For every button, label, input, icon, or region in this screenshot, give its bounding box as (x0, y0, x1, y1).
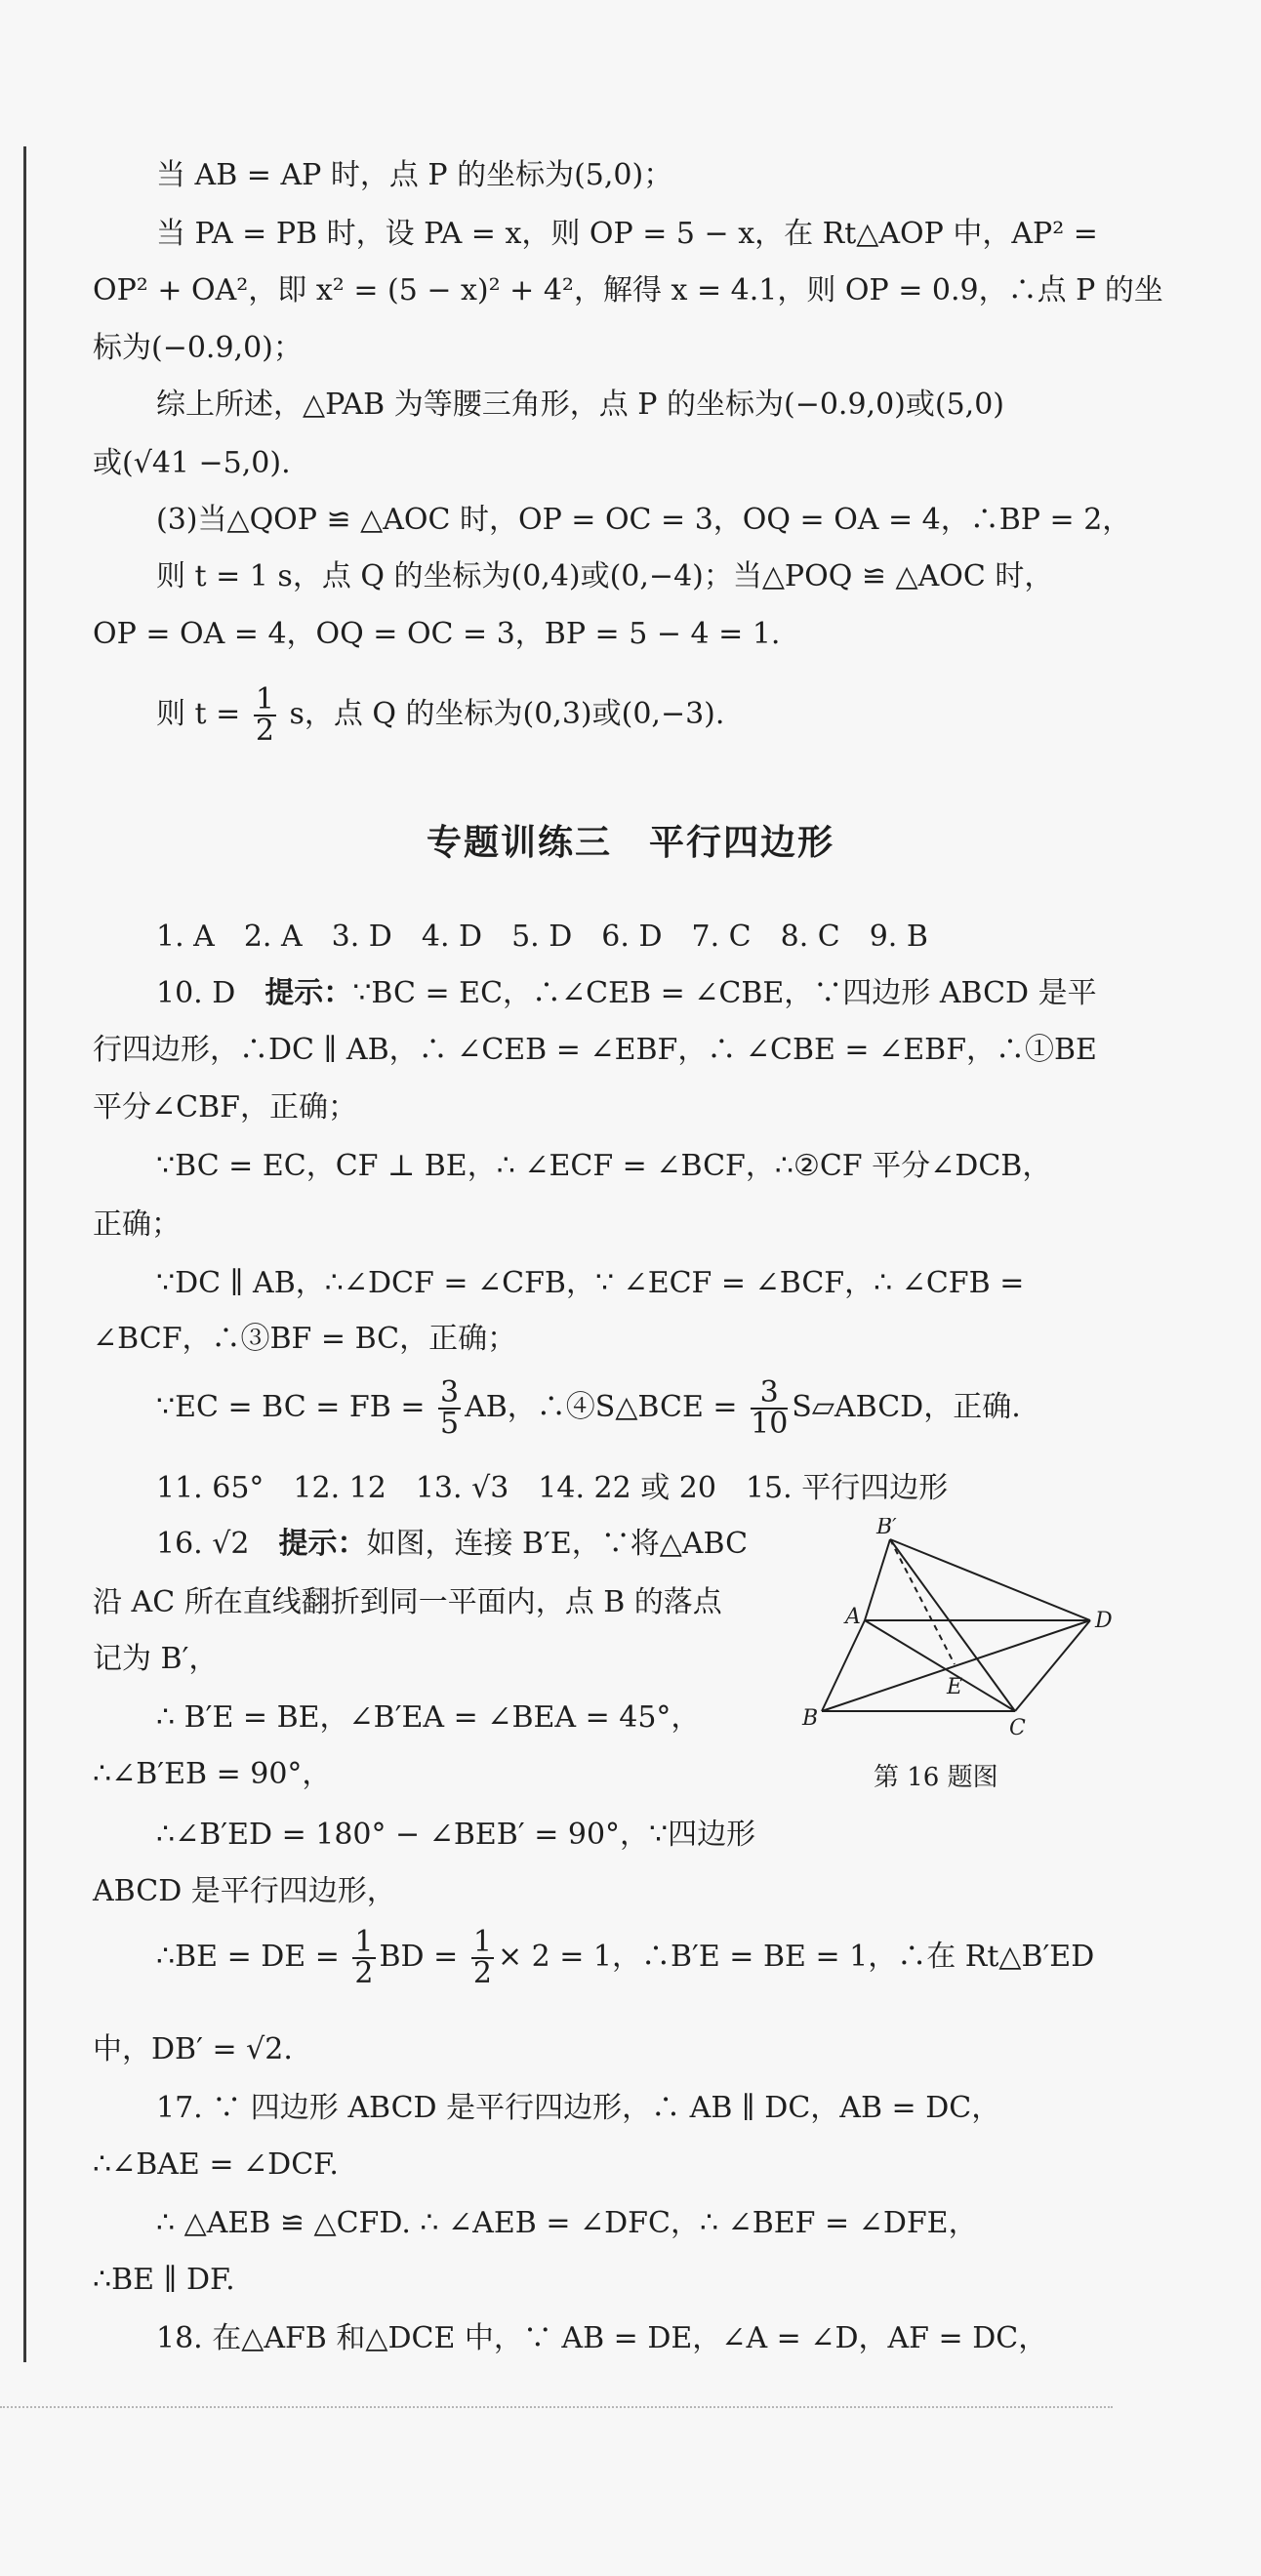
fraction-3-5: $\frac{3}{5}$ (440, 1375, 460, 1441)
q16-calc-pre: ∴BE = DE = (156, 1940, 340, 1974)
text-line: 17. ∵ 四边形 ABCD 是平行四边形，∴ AB ∥ DC，AB = DC， (156, 2091, 1001, 2125)
fraction-one-half: $\frac{1}{2}$ (255, 682, 274, 748)
text-line: ∴ B′E = BE，∠B′EA = ∠BEA = 45°， (156, 1700, 701, 1735)
q16-text: 如图，连接 B′E，∵将△ABC (366, 1527, 749, 1561)
text-line: ∵DC ∥ AB，∴∠DCF = ∠CFB，∵ ∠ECF = ∠BCF，∴ ∠CFB = (156, 1266, 1025, 1300)
text-line: 标为(−0.9,0)； (93, 331, 303, 365)
q10-number: 10. D (156, 976, 236, 1010)
text-line: 正确； (93, 1207, 181, 1242)
label-b-prime: B′ (876, 1518, 898, 1539)
q16-calc-post: × 2 = 1，∴B′E = BE = 1，∴在 Rt△B′ED (497, 1940, 1095, 1974)
q10-area-line (156, 1375, 1021, 1441)
segment-a-c (865, 1620, 1015, 1711)
t-half-after: s，点 Q 的坐标为(0,3)或(0,−3). (289, 697, 725, 731)
label-b: B (802, 1706, 819, 1731)
segment-a-b (822, 1620, 865, 1711)
q10-area-post: S▱ABCD，正确. (792, 1390, 1021, 1424)
fraction-1-2-b: $\frac{1}{2}$ (472, 1925, 492, 1990)
footer-dotted-line (0, 2406, 1113, 2408)
text-line: ∠BCF，∴③BF = BC，正确； (93, 1322, 517, 1356)
text-line: 记为 B′， (93, 1642, 219, 1676)
text-line: 沿 AC 所在直线翻折到同一平面内，点 B 的落点 (93, 1585, 722, 1619)
q16-line-1 (156, 1525, 748, 1564)
text-line: 1. A 2. A 3. D 4. D 5. D 6. D 7. C 8. C 9. B (156, 920, 928, 954)
label-e: E (947, 1675, 963, 1699)
text-line: 18. 在△AFB 和△DCE 中，∵ AB = DE，∠A = ∠D，AF = DC， (156, 2321, 1048, 2355)
left-margin-rule (23, 146, 26, 2362)
label-d: D (1095, 1609, 1113, 1633)
fraction-3-10: $\frac{3}{10}$ (751, 1375, 789, 1441)
q10-text: ∵BC = EC，∴∠CEB = ∠CBE，∵四边形 ABCD 是平 (352, 976, 1097, 1010)
text-line: ∴∠B′ED = 180° − ∠BEB′ = 90°，∵四边形 (156, 1818, 756, 1852)
text-line: 当 AB = AP 时，点 P 的坐标为(5,0)； (156, 158, 673, 192)
text-line: 11. 65° 12. 12 13. √3 14. 22 或 20 15. 平行四边形 (156, 1471, 949, 1505)
segment-bp-a (865, 1539, 890, 1620)
q16-number: 16. √2 (156, 1527, 250, 1561)
figure-caption: 第 16 题图 (874, 1763, 998, 1792)
fraction-1-2-a: $\frac{1}{2}$ (354, 1925, 374, 1990)
section-title: 专题训练三 平行四边形 (426, 823, 834, 863)
text-line: OP = OA = 4，OQ = OC = 3，BP = 5 − 4 = 1. (93, 617, 781, 651)
text-line: 平分∠CBF，正确； (93, 1090, 357, 1124)
q16-geometry-figure (800, 1518, 1132, 1767)
q10-area-pre: ∵EC = BC = FB = (156, 1390, 426, 1424)
t-half-before: 则 t = (156, 697, 241, 731)
q16-hint-label: 提示： (278, 1527, 367, 1561)
q16-calc-mid: BD = (379, 1940, 459, 1974)
text-line: ∴∠B′EB = 90°， (93, 1757, 332, 1791)
text-line: 或(√41 −5,0). (93, 446, 291, 480)
text-line: ∴∠BAE = ∠DCF. (93, 2147, 339, 2182)
q16-calc-line (156, 1925, 1095, 1990)
text-line: ∵BC = EC，CF ⊥ BE，∴ ∠ECF = ∠BCF，∴②CF 平分∠DCB， (156, 1149, 1052, 1183)
text-line: 中，DB′ = √2. (93, 2032, 293, 2066)
segment-bp-e (890, 1539, 955, 1664)
text-line: OP² + OA²，即 x² = (5 − x)² + 4²，解得 x = 4.1，则 OP = 0.9，∴点 P 的坐 (93, 273, 1163, 307)
q10-hint-label: 提示： (264, 976, 353, 1010)
text-line: ∴BE ∥ DF. (93, 2263, 235, 2297)
q10-line-1 (156, 974, 1097, 1013)
text-line: ∴ △AEB ≌ △CFD. ∴ ∠AEB = ∠DFC，∴ ∠BEF = ∠DFE， (156, 2206, 978, 2240)
text-line: 则 t = 1 s，点 Q 的坐标为(0,4)或(0,−4)；当△POQ ≌ △AOC 时， (156, 559, 1054, 593)
text-line: 当 PA = PB 时，设 PA = x，则 OP = 5 − x，在 Rt△AOP 中，AP² = (156, 217, 1098, 251)
q10-line-2: 行四边形，∴DC ∥ AB，∴ ∠CEB = ∠EBF，∴ ∠CBE = ∠EBF，∴①BE (93, 1033, 1097, 1067)
label-c: C (1009, 1716, 1026, 1740)
q10-area-mid: AB，∴④S△BCE = (465, 1390, 738, 1424)
label-a: A (845, 1605, 861, 1629)
text-line: 综上所述，△PAB 为等腰三角形，点 P 的坐标为(−0.9,0)或(5,0) (156, 388, 1005, 422)
text-line: (3)当△QOP ≌ △AOC 时，OP = OC = 3，OQ = OA = 4，∴BP = 2， (156, 503, 1132, 537)
t-half-line (156, 682, 725, 748)
text-line: ABCD 是平行四边形， (93, 1874, 396, 1908)
